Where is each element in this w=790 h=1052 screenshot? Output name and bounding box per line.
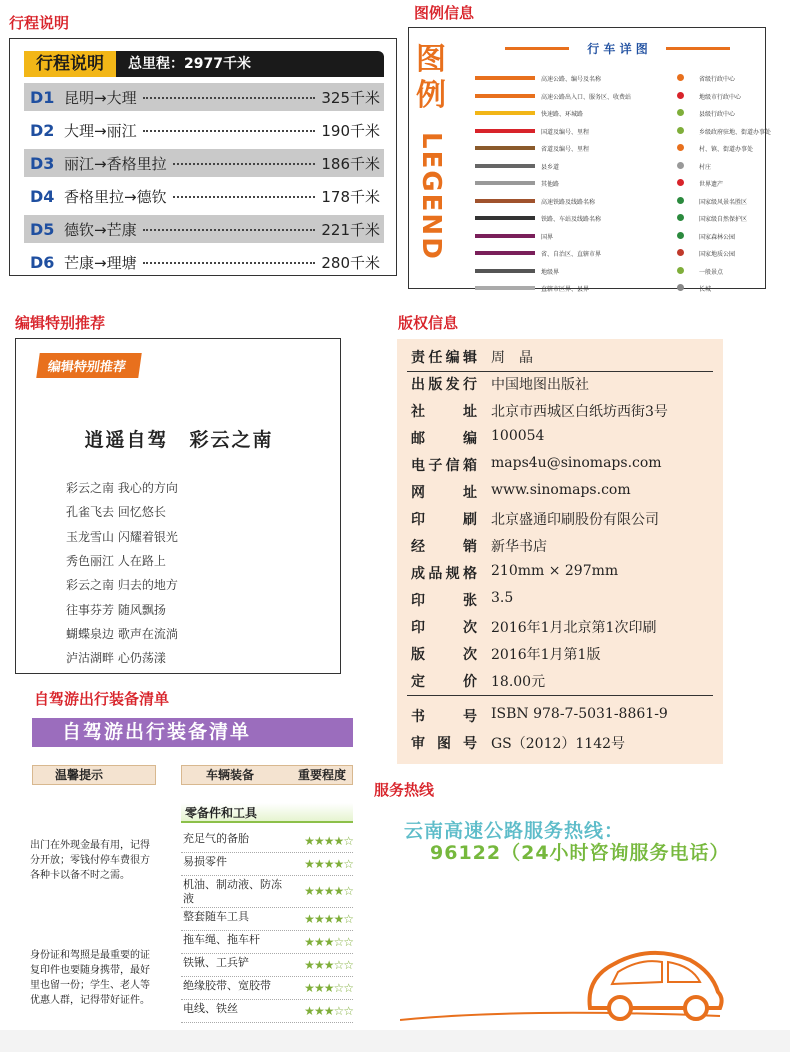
star-filled-icon: ★ xyxy=(313,857,324,871)
route-label: 德钦→芒康 xyxy=(64,220,137,239)
editor-panel xyxy=(15,338,341,674)
rating-stars xyxy=(304,884,353,898)
legend-title xyxy=(415,42,447,261)
copyright-key: 经 销 xyxy=(411,539,477,555)
star-filled-icon: ★ xyxy=(323,1004,334,1018)
distance-label: 280千米 xyxy=(321,253,380,272)
legend-point-icon xyxy=(677,144,684,151)
poem-line: 彩云之南 我心的方向 xyxy=(66,481,178,495)
legend-item: 国道及编号、里程 xyxy=(541,128,590,136)
star-filled-icon: ★ xyxy=(304,981,314,995)
star-filled-icon: ★ xyxy=(333,912,344,926)
day-label: D1 xyxy=(30,87,55,107)
copyright-value: 新华书店 xyxy=(491,539,547,555)
gear-banner: 自驾游出行装备清单 xyxy=(32,718,353,747)
star-empty-icon: ☆ xyxy=(343,857,353,871)
legend-line-symbol xyxy=(475,286,535,290)
legend-header: 行 车 详 图 xyxy=(505,40,730,57)
section-title-copyright: 版权信息 xyxy=(398,314,459,332)
copyright-panel xyxy=(397,339,723,764)
part-row xyxy=(181,1002,353,1023)
legend-item: 世界遗产 xyxy=(699,181,724,188)
star-filled-icon: ★ xyxy=(323,935,334,949)
copyright-key: 印 次 xyxy=(411,620,477,636)
legend-line-symbol xyxy=(475,216,535,220)
copyright-value: ISBN 978-7-5031-8861-9 xyxy=(491,706,668,722)
leader-dots xyxy=(173,155,316,165)
copyright-value: 18.00元 xyxy=(491,674,546,690)
star-empty-icon: ☆ xyxy=(333,1004,344,1018)
star-filled-icon: ★ xyxy=(333,884,344,898)
part-name: 易损零件 xyxy=(183,855,227,868)
part-name: 拖车绳、拖车杆 xyxy=(183,933,260,946)
rating-stars xyxy=(304,958,353,972)
legend-title-en: LEGEND xyxy=(416,132,446,261)
star-empty-icon: ☆ xyxy=(333,981,344,995)
star-filled-icon: ★ xyxy=(333,834,344,848)
star-empty-icon: ☆ xyxy=(343,981,353,995)
legend-item: 县级行政中心 xyxy=(699,111,736,118)
copyright-value: 210mm × 297mm xyxy=(491,563,619,579)
star-filled-icon: ★ xyxy=(313,958,324,972)
copyright-key: 成品规格 xyxy=(411,566,477,582)
part-row xyxy=(181,933,353,954)
itinerary-row xyxy=(24,149,384,177)
legend-title-cn-2: 例 xyxy=(416,78,446,113)
copyright-key: 定 价 xyxy=(411,674,477,690)
legend-item: 省道及编号、里程 xyxy=(541,146,590,153)
day-label: D6 xyxy=(30,252,55,272)
itinerary-row xyxy=(24,83,384,111)
legend-point-icon xyxy=(677,127,684,134)
star-filled-icon: ★ xyxy=(304,912,314,926)
rating-stars xyxy=(304,981,353,995)
legend-item: 高速公路、编号及名称 xyxy=(541,76,602,83)
legend-item: 国家森林公园 xyxy=(699,233,736,241)
rating-stars xyxy=(304,912,353,926)
copyright-key: 审 图 号 xyxy=(411,736,477,752)
copyright-value: 北京盛通印刷股份有限公司 xyxy=(491,512,659,528)
editor-tab: 编辑特别推荐 xyxy=(36,353,142,378)
copyright-key: 版 次 xyxy=(411,647,477,663)
copyright-divider xyxy=(407,371,713,372)
route-label: 丽江→香格里拉 xyxy=(64,154,167,173)
star-filled-icon: ★ xyxy=(323,958,334,972)
distance-label: 221千米 xyxy=(321,220,380,239)
vehicle-header: 车辆装备 xyxy=(206,768,255,782)
star-filled-icon: ★ xyxy=(304,834,314,848)
legend-line-symbol xyxy=(475,269,535,273)
part-name: 绝缘胶带、宽胶带 xyxy=(183,979,271,992)
hotline-label: 云南高速公路服务热线： xyxy=(404,820,625,842)
copyright-key: 电子信箱 xyxy=(411,458,477,474)
star-empty-icon: ☆ xyxy=(333,958,344,972)
copyright-value: 2016年1月第1版 xyxy=(491,647,601,663)
star-filled-icon: ★ xyxy=(304,884,314,898)
route-label: 大理→丽江 xyxy=(64,121,137,140)
part-name: 整套随车工具 xyxy=(183,910,249,923)
copyright-value: 3.5 xyxy=(491,590,514,606)
copyright-key: 网 址 xyxy=(411,485,477,501)
copyright-value: 中国地图出版社 xyxy=(491,377,589,393)
route-label: 昆明→大理 xyxy=(64,88,137,107)
distance-label: 325千米 xyxy=(321,88,380,107)
distance-label: 190千米 xyxy=(321,121,380,140)
legend-point-icon xyxy=(677,232,684,239)
legend-item: 省、自治区、直辖市界 xyxy=(541,251,602,258)
section-title-itinerary: 行程说明 xyxy=(9,14,70,32)
part-name: 电线、铁丝 xyxy=(183,1002,238,1015)
day-label: D3 xyxy=(30,153,55,173)
star-filled-icon: ★ xyxy=(323,857,334,871)
distance-label: 186千米 xyxy=(321,154,380,173)
route-label: 香格里拉→德钦 xyxy=(64,187,167,206)
rating-stars xyxy=(304,1004,353,1018)
route-label: 芒康→理塘 xyxy=(64,253,137,272)
star-empty-icon: ☆ xyxy=(343,912,353,926)
distance-label: 178千米 xyxy=(321,187,380,206)
star-filled-icon: ★ xyxy=(323,981,334,995)
copyright-value: maps4u@sinomaps.com xyxy=(491,455,662,471)
star-empty-icon: ☆ xyxy=(343,958,353,972)
parts-header: 零备件和工具 xyxy=(181,803,353,823)
star-filled-icon: ★ xyxy=(304,1004,314,1018)
itinerary-tag: 行程说明 xyxy=(24,51,116,77)
copyright-value: 2016年1月北京第1次印刷 xyxy=(491,620,657,636)
copyright-key: 邮 编 xyxy=(411,431,477,447)
leader-dots xyxy=(143,122,316,132)
star-empty-icon: ☆ xyxy=(343,834,353,848)
legend-item: 村庄 xyxy=(699,163,712,171)
legend-item: 其他路 xyxy=(541,181,560,188)
hotline-number: 96122（24小时咨询服务电话） xyxy=(430,842,730,864)
part-row xyxy=(181,878,353,908)
part-name: 铁锹、工兵铲 xyxy=(183,956,249,969)
star-filled-icon: ★ xyxy=(304,935,314,949)
itinerary-row xyxy=(24,116,384,144)
star-filled-icon: ★ xyxy=(323,884,334,898)
legend-item: 国界 xyxy=(541,233,554,241)
legend-item: 地级界 xyxy=(541,268,560,276)
legend-line-symbol xyxy=(475,251,535,255)
legend-item: 国家级自然保护区 xyxy=(699,216,748,223)
legend-line-symbol xyxy=(475,146,535,150)
star-empty-icon: ☆ xyxy=(343,935,353,949)
leader-dots xyxy=(143,254,316,264)
legend-item: 县乡道 xyxy=(541,163,560,171)
day-label: D2 xyxy=(30,120,55,140)
star-filled-icon: ★ xyxy=(333,857,344,871)
part-name: 充足气的备胎 xyxy=(183,832,249,845)
copyright-key: 出版发行 xyxy=(411,377,477,393)
star-filled-icon: ★ xyxy=(313,1004,324,1018)
legend-line-symbol xyxy=(475,199,535,203)
legend-point-icon xyxy=(677,179,684,186)
poem-line: 孔雀飞去 回忆悠长 xyxy=(66,505,166,520)
legend-line-symbol xyxy=(475,129,535,133)
star-empty-icon: ☆ xyxy=(333,935,344,949)
star-filled-icon: ★ xyxy=(313,884,324,898)
legend-point-icon xyxy=(677,284,684,291)
star-filled-icon: ★ xyxy=(313,834,324,848)
copyright-key: 社 址 xyxy=(411,404,477,420)
poem-line: 泸沽湖畔 心仍荡漾 xyxy=(66,651,166,666)
copyright-value: 北京市西城区白纸坊西街3号 xyxy=(491,404,668,420)
legend-item: 快速路、环城路 xyxy=(541,111,584,118)
legend-line-symbol xyxy=(475,76,535,80)
legend-point-icon xyxy=(677,92,684,99)
section-title-legend: 图例信息 xyxy=(414,4,475,22)
star-filled-icon: ★ xyxy=(313,912,324,926)
legend-point-icon xyxy=(677,249,684,256)
copyright-key: 印 张 xyxy=(411,593,477,609)
copyright-divider xyxy=(407,695,713,696)
star-filled-icon: ★ xyxy=(323,912,334,926)
poem-line: 彩云之南 归去的地方 xyxy=(66,578,178,593)
copyright-value: www.sinomaps.com xyxy=(491,482,631,498)
tip-cash: 出门在外现金最有用，记得分开放；零钱付停车费很方各种卡以备不时之需。 xyxy=(30,840,150,881)
legend-point-icon xyxy=(677,162,684,169)
star-empty-icon: ☆ xyxy=(343,1004,353,1018)
part-row xyxy=(181,855,353,876)
itinerary-row xyxy=(24,215,384,243)
tips-header: 温馨提示 xyxy=(32,765,156,785)
part-row xyxy=(181,956,353,977)
legend-point-icon xyxy=(677,267,684,274)
copyright-value: GS（2012）1142号 xyxy=(491,736,626,752)
legend-panel xyxy=(408,27,772,293)
copyright-value: 100054 xyxy=(491,428,545,444)
rating-stars xyxy=(304,857,353,871)
part-row xyxy=(181,910,353,931)
section-title-gear: 自驾游出行装备清单 xyxy=(34,690,170,708)
part-row xyxy=(181,832,353,853)
importance-header: 重要程度 xyxy=(297,768,346,782)
section-title-hotline: 服务热线 xyxy=(374,781,435,799)
legend-item: 直辖市区界、县界 xyxy=(541,286,590,293)
legend-item: 国家地质公园 xyxy=(699,251,736,258)
legend-item: 一般景点 xyxy=(699,268,724,276)
leader-dots xyxy=(143,221,316,231)
legend-item: 长城 xyxy=(699,286,712,293)
legend-item: 铁路、车站及线路名称 xyxy=(541,216,602,223)
tip-id: 身份证和驾照是最重要的证复印件也要随身携带，最好里也留一份；学生、老人等优惠人群，记得带好证件。 xyxy=(30,950,150,1006)
star-filled-icon: ★ xyxy=(313,935,324,949)
bottom-band xyxy=(0,1030,790,1052)
vehicle-header-bar xyxy=(181,765,353,785)
legend-title-cn-1: 图 xyxy=(416,42,446,77)
legend-item: 地级市行政中心 xyxy=(699,93,742,101)
rating-stars xyxy=(304,935,353,949)
legend-item: 省级行政中心 xyxy=(699,76,736,83)
copyright-key: 印 刷 xyxy=(411,512,477,528)
legend-point-icon xyxy=(677,74,684,81)
legend-item: 村、镇、街道办事处 xyxy=(699,146,754,153)
copyright-key: 书 号 xyxy=(411,709,477,725)
poem-title: 逍遥自驾 彩云之南 xyxy=(84,429,274,451)
star-filled-icon: ★ xyxy=(313,981,324,995)
itinerary-header xyxy=(24,51,384,77)
itinerary-row xyxy=(24,182,384,210)
itinerary-total: 总里程：2977千米 xyxy=(128,56,251,72)
star-empty-icon: ☆ xyxy=(343,884,353,898)
poem-line: 玉龙雪山 闪耀着银光 xyxy=(66,529,178,544)
day-label: D4 xyxy=(30,186,55,206)
poem-line: 蝴蝶泉边 歌声在流淌 xyxy=(66,626,178,641)
star-filled-icon: ★ xyxy=(323,834,334,848)
legend-line-symbol xyxy=(475,164,535,168)
day-label: D5 xyxy=(30,219,55,239)
poem-line: 秀色丽江 人在路上 xyxy=(66,553,166,568)
section-title-editor: 编辑特别推荐 xyxy=(15,314,106,332)
legend-item: 高速公路出入口、服务区、收费站 xyxy=(541,93,632,101)
itinerary-row xyxy=(24,248,384,276)
legend-line-symbol xyxy=(475,111,535,115)
star-filled-icon: ★ xyxy=(304,857,314,871)
part-name: 机油、制动液、防冻液 xyxy=(183,878,282,905)
part-row xyxy=(181,979,353,1000)
itinerary-panel xyxy=(9,38,397,276)
leader-dots xyxy=(143,89,316,99)
legend-line-symbol xyxy=(475,94,535,98)
legend-line-symbol xyxy=(475,181,535,185)
copyright-value: 周 晶 xyxy=(491,350,533,366)
legend-item: 高速铁路及线路名称 xyxy=(541,198,596,206)
legend-line-symbol xyxy=(475,234,535,238)
legend-point-icon xyxy=(677,214,684,221)
poem-line: 往事芬芳 随风飘扬 xyxy=(66,602,166,617)
legend-item: 国家级风景名胜区 xyxy=(699,198,748,206)
star-filled-icon: ★ xyxy=(304,958,314,972)
legend-item: 乡级政府驻地、街道办事处 xyxy=(699,128,772,136)
legend-point-icon xyxy=(677,109,684,116)
car-illustration xyxy=(400,938,730,1028)
copyright-key: 责任编辑 xyxy=(411,350,477,366)
rating-stars xyxy=(304,834,353,848)
leader-dots xyxy=(173,188,316,198)
legend-point-icon xyxy=(677,197,684,204)
